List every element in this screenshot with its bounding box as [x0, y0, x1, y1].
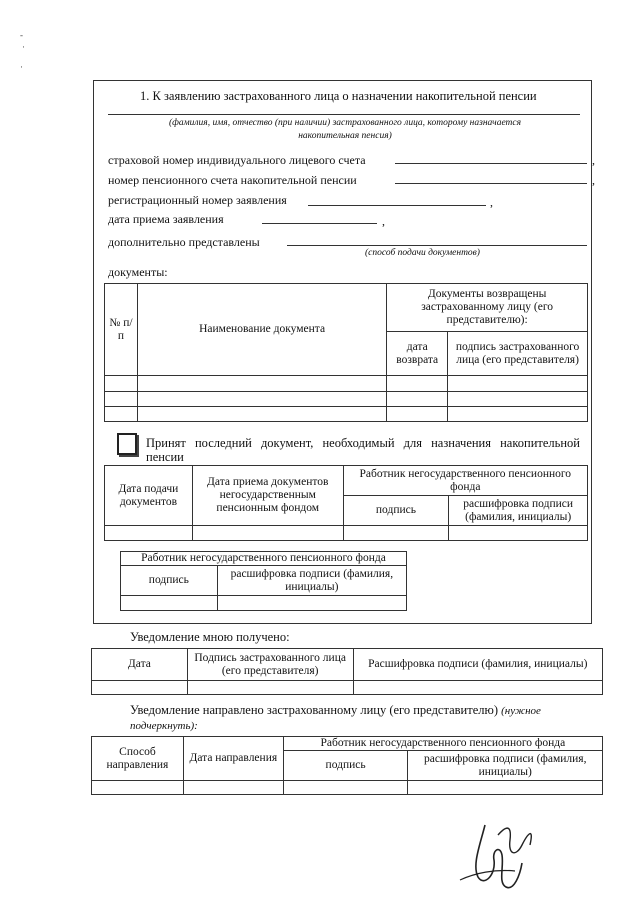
col-number: № п/п — [105, 284, 138, 376]
notice-sent-label — [130, 703, 600, 733]
comma: , — [592, 153, 595, 167]
submission-table — [104, 465, 588, 541]
handwritten-signature — [450, 805, 570, 900]
registration-number-label: регистрационный номер заявления — [108, 193, 287, 207]
comma: , — [490, 195, 493, 209]
margin-mark: · — [20, 62, 23, 72]
col-insured-signature: подпись застрахованного лица (его представителя) — [448, 332, 588, 376]
documents-label: документы: — [108, 265, 168, 279]
insurance-number-label: страховой номер индивидуального лицевого счета — [108, 153, 366, 167]
notice-received-table — [91, 648, 603, 695]
method-caption: (способ подачи документов) — [365, 248, 480, 258]
margin-mark: · — [22, 42, 25, 52]
col-date: Дата — [92, 649, 188, 681]
insurance-number-field[interactable] — [395, 163, 587, 164]
notice-sent-table — [91, 736, 603, 795]
additional-field[interactable] — [287, 245, 587, 246]
worker-header: Работник негосударственного пенсионного фонда — [121, 552, 407, 566]
col-worker-decode: расшифровка подписи (фамилия, инициалы) — [408, 751, 603, 781]
col-method: Способ направления — [92, 737, 184, 781]
form-title: 1. К заявлению застрахованного лица о назначении накопительной пенсии — [140, 89, 537, 103]
pension-account-label: номер пенсионного счета накопительной пенсии — [108, 173, 357, 187]
notice-received-label: Уведомление мною получено: — [130, 630, 290, 644]
col-returned: Документы возвращены застрахованному лицу (его представителю): — [387, 284, 588, 332]
name-caption-cont: накопительная пенсия) — [298, 131, 392, 141]
receipt-date-field[interactable] — [262, 223, 377, 224]
comma: , — [382, 214, 385, 228]
col-accept-date: Дата приема документов негосударственным пенсионным фондом — [192, 466, 343, 526]
table-row[interactable] — [121, 596, 407, 611]
additional-label: дополнительно представлены — [108, 235, 260, 249]
registration-number-field[interactable] — [308, 205, 486, 206]
name-caption: (фамилия, имя, отчество (при наличии) застрахованного лица, которому назначается — [168, 118, 522, 128]
col-worker: Работник негосударственного пенсионного фонда — [283, 737, 602, 751]
col-return-date: дата возврата — [387, 332, 448, 376]
table-row[interactable] — [105, 376, 588, 392]
documents-table — [104, 283, 588, 422]
table-row[interactable] — [105, 526, 588, 541]
col-submit-date: Дата подачи документов — [105, 466, 193, 526]
table-row[interactable] — [105, 392, 588, 407]
col-insured-signature: Подпись застрахованного лица (его представителя) — [187, 649, 353, 681]
col-send-date: Дата направления — [183, 737, 283, 781]
notice-sent-text: Уведомление направлено застрахованному лицу (его представителю) — [130, 703, 498, 717]
col-worker-signature: подпись — [121, 566, 218, 596]
name-line[interactable] — [108, 114, 580, 115]
margin-mark: - — [20, 30, 23, 40]
table-row[interactable] — [92, 681, 603, 695]
col-worker-signature: подпись — [283, 751, 408, 781]
last-document-checkbox[interactable] — [117, 433, 137, 455]
table-row[interactable] — [105, 407, 588, 422]
notice-sent-note: (нужное подчеркнуть): — [130, 705, 541, 732]
col-worker-signature: подпись — [343, 496, 449, 526]
last-document-text: Принят последний документ, необходимый для назначения накопительной пенсии — [146, 436, 580, 464]
receipt-date-label: дата приема заявления — [108, 212, 224, 226]
worker-table — [120, 551, 407, 611]
col-worker-decode: расшифровка подписи (фамилия, инициалы) — [217, 566, 406, 596]
pension-account-field[interactable] — [395, 183, 587, 184]
col-decode: Расшифровка подписи (фамилия, инициалы) — [353, 649, 602, 681]
comma: , — [592, 173, 595, 187]
col-document-name: Наименование документа — [137, 284, 386, 376]
col-worker: Работник негосударственного пенсионного фонда — [343, 466, 587, 496]
col-worker-decode: расшифровка подписи (фамилия, инициалы) — [449, 496, 588, 526]
table-row[interactable] — [92, 781, 603, 795]
